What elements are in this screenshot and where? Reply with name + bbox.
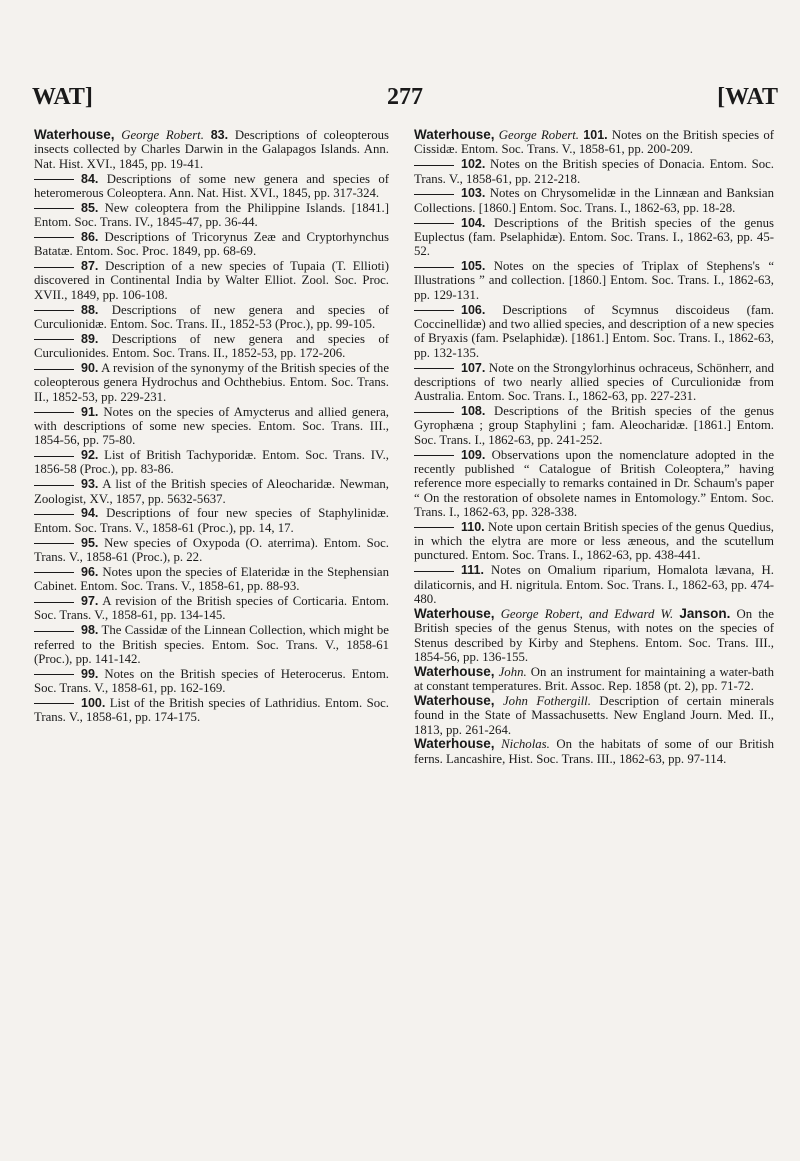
bibliography-entry xyxy=(34,201,389,230)
ditto-dash xyxy=(34,456,74,457)
entry-number: 92. xyxy=(81,448,99,463)
bibliography-entry xyxy=(34,361,389,404)
entry-number: 98. xyxy=(81,623,99,638)
entry-text: A revision of the synonymy of the British species of the coleopterous genera Hydrochus and Ochthebius. Entom. Soc. Trans. II., 1852-53, pp. 229-231. xyxy=(34,361,389,404)
bibliography-entry xyxy=(414,128,774,157)
ditto-dash xyxy=(414,194,454,195)
entry-number: 93. xyxy=(81,477,99,492)
ditto-dash xyxy=(34,369,74,370)
entry-text: Descriptions of the British species of the genus Euplectus (fam. Pselaphidæ). Entom. Soc. Trans. I., 1862-63, pp. 45-52. xyxy=(414,215,774,259)
entry-number: 99. xyxy=(81,666,99,681)
entry-text: Notes on Omalium riparium, Homalota lævana, H. dilaticornis, and H. nigritula. Entom. Soc. Trans. I., 1862-63, pp. 474-480. xyxy=(414,563,774,606)
ditto-dash xyxy=(34,237,74,238)
entry-text: On an instrument for maintaining a water-bath at constant temperatures. Brit. Assoc. Rep. 1858 (pt. 2), pp. 71-72. xyxy=(414,664,774,694)
ditto-dash xyxy=(34,572,74,573)
entry-text: Descriptions of Tricorynus Zeæ and Cryptorhynchus Batatæ. Entom. Soc. Proc. 1849, pp. 68-69. xyxy=(34,229,389,259)
entry-number: 94. xyxy=(81,506,99,521)
entry-author: Waterhouse, xyxy=(34,127,115,142)
entry-text: Notes on the British species of Donacia. Entom. Soc. Trans. V., 1858-61, pp. 212-218. xyxy=(414,157,774,186)
entry-text: Description of a new species of Tupaia (T. Ellioti) discovered in Continental India by Walter Elliot. Zool. Soc. Proc. XVII., 1849, pp. 106-108. xyxy=(34,259,389,302)
entry-text: Descriptions of four new species of Staphylinidæ. Entom. Soc. Trans. V., 1858-61 (Proc.), pp. 14, 17. xyxy=(34,506,389,535)
bibliography-entry xyxy=(414,404,774,447)
ditto-dash xyxy=(34,631,74,632)
header-left: WAT] xyxy=(32,84,93,110)
bibliography-entry xyxy=(34,128,389,171)
entry-text: The Cassidæ of the Linnean Collection, which might be referred to the British species. Entom. Soc. Trans. V., 1858-61 (Proc.), pp. 141-142. xyxy=(34,623,389,666)
entry-text: Descriptions of coleopterous insects collected by Charles Darwin in the Galapagos Islands. Ann. Nat. Hist. XVI., 1845, pp. 19-41. xyxy=(34,128,390,171)
entry-number: 102. xyxy=(461,157,486,172)
entry-text: New species of Oxypoda (O. aterrima). Entom. Soc. Trans. V., 1858-61 (Proc.), p. 22. xyxy=(34,535,389,564)
bibliography-entry xyxy=(34,667,389,696)
ditto-dash xyxy=(34,179,74,180)
entry-number: 106. xyxy=(461,302,486,317)
entry-text: Descriptions of the British species of the genus Gyrophæna ; group Staphylini ; fam. Aleocharidæ. [1861.] Entom. Soc. Trans. I., 1862-63, pp. 241-252. xyxy=(414,404,774,447)
entry-text: Notes on Chrysomelidæ in the Linnæan and Banksian Collections. [1860.] Entom. Soc. Trans. I., 1862-63, pp. 18-28. xyxy=(414,186,774,215)
bibliography-entry xyxy=(414,694,774,737)
entry-text: Descriptions of new genera and species of Curculionidæ. Entom. Soc. Trans. II., 1852-53 (Proc.), pp. 99-105. xyxy=(34,302,389,331)
ditto-dash xyxy=(34,412,74,413)
entry-given-name: John Fothergill. xyxy=(502,693,591,708)
ditto-dash xyxy=(414,310,454,311)
entry-text: A list of the British species of Aleocharidæ. Newman, Zoologist, XV., 1857, pp. 5632-5637. xyxy=(34,477,389,506)
right-column xyxy=(414,128,774,767)
bibliography-entry xyxy=(414,607,774,664)
entry-text: Notes on the species of Triplax of Stephens's “ Illustrations ” and collection. [1860.] Entom. Soc. Trans. I., 1862-63, pp. 129-131. xyxy=(414,259,774,302)
entry-number: 86. xyxy=(81,229,99,244)
entry-number: 84. xyxy=(81,171,99,186)
ditto-dash xyxy=(414,165,454,166)
bibliography-entry xyxy=(34,506,389,535)
bibliography-entry xyxy=(34,332,389,361)
ditto-dash xyxy=(414,412,454,413)
entry-text: A revision of the British species of Corticaria. Entom. Soc. Trans. V., 1858-61, pp. 134-145. xyxy=(34,594,389,623)
bibliography-entry xyxy=(34,536,389,565)
ditto-dash xyxy=(34,674,74,675)
entry-text: Note upon certain British species of the genus Quedius, in which the elytra are more or less æneous, and the scutellum punctured. Entom. Soc. Trans. I., 1862-63, pp. 438-441. xyxy=(414,519,774,563)
entry-given-name: John. xyxy=(498,664,527,679)
entry-text: Descriptions of some new genera and species of heteromerous Coleoptera. Ann. Nat. Hist. XVI., 1845, pp. 317-324. xyxy=(34,171,389,200)
ditto-dash xyxy=(34,602,74,603)
entry-number: 83. xyxy=(210,128,229,142)
ditto-dash xyxy=(34,310,74,311)
bibliography-entry xyxy=(34,259,389,302)
entry-given-name: George Robert. xyxy=(121,128,204,142)
entry-number: 97. xyxy=(81,594,99,608)
bibliography-entry xyxy=(34,303,389,332)
ditto-dash xyxy=(34,543,74,544)
bibliography-entry xyxy=(414,303,774,360)
entry-text: Notes on the British species of Cissidæ. Entom. Soc. Trans. V., 1858-61, pp. 200-209. xyxy=(414,128,775,157)
ditto-dash xyxy=(34,703,74,704)
entry-number: 101. xyxy=(583,128,608,142)
bibliography-entry xyxy=(34,448,389,477)
bibliography-entry xyxy=(414,157,774,186)
bibliography-entry xyxy=(34,477,389,506)
entry-text: List of British Tachyporidæ. Entom. Soc. Trans. IV., 1856-58 (Proc.), pp. 83-86. xyxy=(34,448,389,477)
entry-text: Notes upon the species of Elateridæ in the Stephensian Cabinet. Entom. Soc. Trans. V., 1858-61, pp. 88-93. xyxy=(34,564,389,594)
entry-number: 89. xyxy=(81,331,99,346)
bibliography-entry xyxy=(414,520,774,563)
entry-given-name: George Robert. xyxy=(498,128,580,142)
ditto-dash xyxy=(34,514,74,515)
entry-text: List of the British species of Lathridius. Entom. Soc. Trans. V., 1858-61, pp. 174-175. xyxy=(34,695,389,725)
entry-given-name: George Robert, and Edward W. xyxy=(500,606,674,621)
bibliography-entry xyxy=(414,361,774,404)
bibliography-entry xyxy=(414,259,774,302)
ditto-dash xyxy=(414,267,454,268)
entry-number: 108. xyxy=(461,404,486,419)
entry-number: 88. xyxy=(81,302,99,317)
entry-text: Descriptions of Scymnus discoideus (fam. Coccinellidæ) and two allied species, and description of a new species of Bryaxis (fam. Pselaphidæ). [1861.] Entom. Soc. Trans. I., 1862-63, pp. 132-135. xyxy=(414,302,774,360)
entry-coauthor: Janson. xyxy=(679,605,731,621)
entry-number: 104. xyxy=(461,215,486,230)
bibliography-entry xyxy=(34,172,389,201)
header-right: [WAT xyxy=(717,84,778,110)
bibliography-entry xyxy=(34,565,389,594)
bibliography-entry xyxy=(414,216,774,259)
entry-number: 105. xyxy=(461,259,486,274)
entry-text: Description of certain minerals found in the State of Massachusetts. New England Journ. Med. II., 1813, pp. 261-264. xyxy=(414,693,774,737)
bibliography-entry xyxy=(414,665,774,694)
entry-number: 87. xyxy=(81,259,99,274)
bibliography-entry xyxy=(34,405,389,448)
ditto-dash xyxy=(34,485,74,486)
entry-author: Waterhouse, xyxy=(414,127,495,142)
left-column xyxy=(34,128,389,725)
entry-author: Waterhouse, xyxy=(414,736,495,752)
bibliography-entry xyxy=(34,623,389,666)
entry-number: 85. xyxy=(81,200,99,215)
ditto-dash xyxy=(34,208,74,209)
entry-text: Observations upon the nomenclature adopted in the recently published “ Catalogue of British Coleoptera,” having reference more especially to remarks contained in Dr. Schaum's paper “ On the restoration of obsolete names in Entomology.” Entom. Soc. Trans. I., 1862-63, pp. 328-338. xyxy=(414,447,774,519)
ditto-dash xyxy=(414,571,454,572)
page-number: 277 xyxy=(387,84,423,110)
entry-number: 100. xyxy=(81,695,106,710)
entry-number: 90. xyxy=(81,361,99,375)
bibliography-entry xyxy=(414,186,774,215)
bibliography-entry xyxy=(34,594,389,623)
entry-number: 109. xyxy=(461,447,486,462)
entry-text: Note on the Strongylorhinus ochraceus, Schönherr, and descriptions of two nearly allied species of Curculionidæ from Australia. Entom. Soc. Trans. I., 1862-63, pp. 227-231. xyxy=(414,360,774,404)
entry-number: 110. xyxy=(461,519,485,534)
ditto-dash xyxy=(34,339,74,340)
ditto-dash xyxy=(414,527,454,528)
entry-author: Waterhouse, xyxy=(414,663,495,679)
entry-text: Notes on the species of Amycterus and allied genera, with descriptions of some new species. Entom. Soc. Trans. III., 1854-56, pp. 75-80. xyxy=(34,404,389,448)
entry-text: On the British species of the genus Stenus, with notes on the species of Stenus described by Kirby and Stephens. Entom. Soc. Trans. III., 1854-56, pp. 136-155. xyxy=(414,606,774,664)
entry-text: Notes on the British species of Heterocerus. Entom. Soc. Trans. V., 1858-61, pp. 162-169. xyxy=(34,666,389,696)
entry-author: Waterhouse, xyxy=(414,692,495,708)
bibliography-entry xyxy=(414,448,774,520)
bibliography-entry xyxy=(34,696,389,725)
bibliography-entry xyxy=(34,230,389,259)
entry-text: Descriptions of new genera and species of Curculionides. Entom. Soc. Trans. II., 1852-53, pp. 172-206. xyxy=(34,331,389,361)
entry-given-name: Nicholas. xyxy=(501,737,550,752)
ditto-dash xyxy=(414,368,454,369)
ditto-dash xyxy=(414,223,454,224)
ditto-dash xyxy=(34,267,74,268)
entry-number: 107. xyxy=(461,360,486,375)
page-header xyxy=(32,84,778,114)
bibliography-entry xyxy=(414,563,774,606)
entry-number: 91. xyxy=(81,404,99,419)
entry-author: Waterhouse, xyxy=(414,605,495,621)
entry-number: 95. xyxy=(81,535,99,550)
ditto-dash xyxy=(414,455,454,456)
entry-text: On the habitats of some of our British ferns. Lancashire, Hist. Soc. Trans. III., 1862-63, pp. 97-114. xyxy=(414,737,774,766)
entry-number: 96. xyxy=(81,564,99,579)
entry-number: 111. xyxy=(461,563,484,578)
entry-number: 103. xyxy=(461,186,486,201)
bibliography-entry xyxy=(414,737,774,766)
entry-text: New coleoptera from the Philippine Islands. [1841.] Entom. Soc. Trans. IV., 1845-47, pp. 36-44. xyxy=(34,200,389,230)
